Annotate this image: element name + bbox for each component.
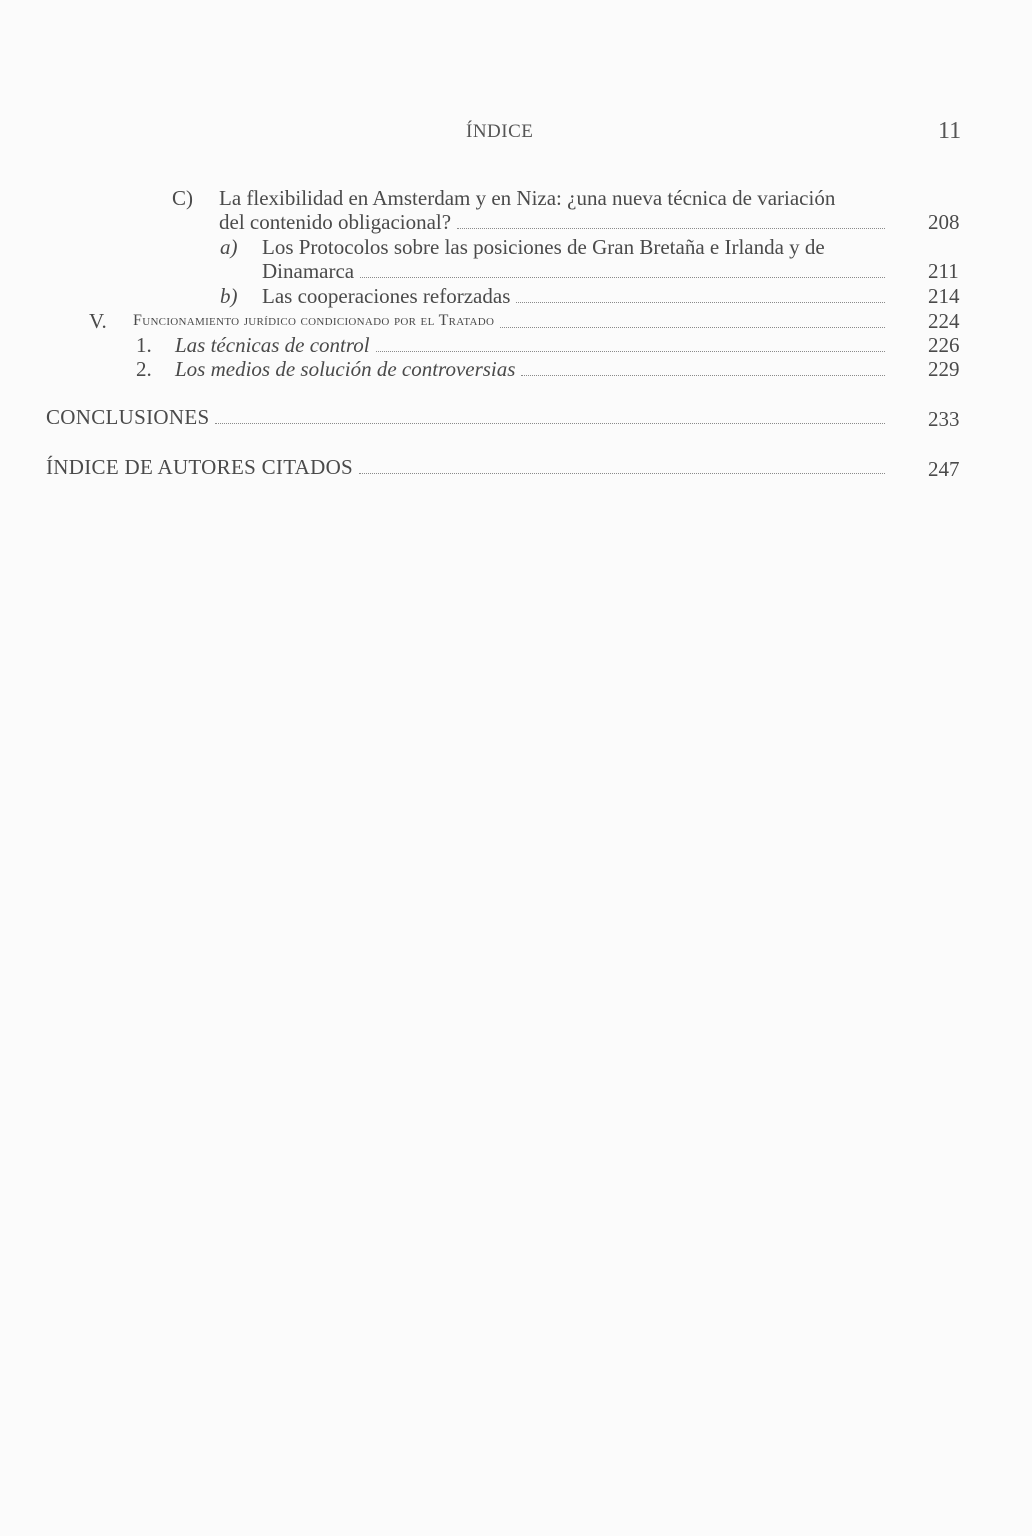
toc-b-text: Las cooperaciones reforzadas — [262, 284, 511, 308]
toc-entry-a[interactable] — [262, 259, 891, 283]
toc-entry-2[interactable] — [175, 357, 891, 381]
toc-c-line1: La flexibilidad en Amsterdam y en Niza: ¿una nueva técnica de variación — [219, 186, 836, 210]
toc-entry-c[interactable] — [219, 210, 891, 234]
toc-entry-indice-autores[interactable] — [46, 455, 891, 479]
toc-entry-conclusiones[interactable] — [46, 405, 891, 429]
toc-entry-b[interactable] — [262, 284, 891, 308]
leader-dots — [500, 327, 885, 328]
toc-1-marker: 1. — [136, 333, 152, 357]
toc-v-text: Funcionamiento jurídico condicionado por el Tratado — [133, 312, 495, 329]
toc-a-page: 211 — [928, 259, 959, 283]
toc-2-page: 229 — [928, 357, 960, 381]
toc-entry-v[interactable] — [133, 309, 891, 333]
toc-2-marker: 2. — [136, 357, 152, 381]
leader-dots — [516, 302, 885, 303]
toc-1-page: 226 — [928, 333, 960, 357]
toc-a-line1: Los Protocolos sobre las posiciones de Gran Bretaña e Irlanda y de — [262, 235, 825, 259]
toc-b-page: 214 — [928, 284, 960, 308]
leader-dots — [360, 277, 885, 278]
toc-a-marker: a) — [220, 235, 238, 259]
page-number: 11 — [938, 118, 962, 144]
toc-v-page: 224 — [928, 309, 960, 333]
leader-dots — [376, 351, 885, 352]
leader-dots — [521, 375, 885, 376]
toc-c-line2: del contenido obligacional? — [219, 210, 452, 234]
toc-conclusiones-text: CONCLUSIONES — [46, 405, 210, 429]
toc-v-marker: V. — [89, 309, 107, 333]
toc-c-marker: C) — [172, 186, 193, 210]
toc-2-text: Los medios de solución de controversias — [175, 357, 516, 381]
leader-dots — [215, 423, 885, 424]
toc-a-line2: Dinamarca — [262, 259, 355, 283]
running-title: ÍNDICE — [466, 121, 534, 142]
toc-indice-autores-text: ÍNDICE DE AUTORES CITADOS — [46, 455, 354, 479]
leader-dots — [457, 228, 885, 229]
toc-b-marker: b) — [220, 284, 238, 308]
toc-indice-autores-page: 247 — [928, 457, 960, 481]
toc-c-page: 208 — [928, 210, 960, 234]
running-head — [0, 118, 1032, 148]
toc-1-text: Las técnicas de control — [175, 333, 370, 357]
toc-entry-1[interactable] — [175, 333, 891, 357]
toc-conclusiones-page: 233 — [928, 407, 960, 431]
leader-dots — [359, 473, 885, 474]
